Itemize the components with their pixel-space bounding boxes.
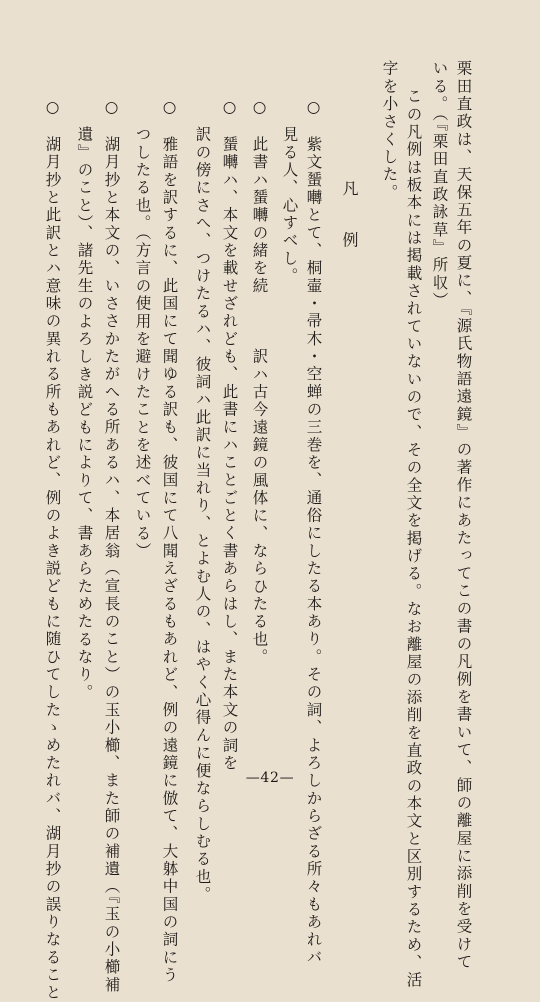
text-column-9: ○ 蜑囀ハ、本文を載せざれども、此書にハことごとく書あらはし、また本文の詞を xyxy=(220,98,239,772)
text-column-3: この凡例は板本には掲載されていないので、その全文を掲げる。なお離屋の添削を直政の本文と区別するため、活 xyxy=(404,88,423,990)
text-column-6: 見る人、心すべし。 xyxy=(280,126,299,286)
text-column-10: 訳の傍にさへ、つけたるハ、彼詞ハ此訳に当れり、とよむ人の、はやく心得んに便ならしむる也。 xyxy=(193,126,212,904)
text-column-2: いる。（『栗田直政詠草』所収） xyxy=(430,60,449,310)
text-column-14: 遺』のこと）、諸先生のよろしき説どもによりて、書あらためたるなり。 xyxy=(75,126,94,702)
text-column-1: 栗田直政は、天保五年の夏に、『源氏物語遠鏡』の著作にあたってこの書の凡例を書いて、師の離屋に添削を受けて xyxy=(454,60,473,972)
text-column-8: 訳ハ古今遠鏡の風体に、ならひたる也。 xyxy=(250,348,269,667)
section-heading: 凡例 xyxy=(340,180,359,283)
text-column-7: ○ 此書ハ蜑囀の緒を続 xyxy=(250,98,269,295)
text-column-12: つしたる也。（方言の使用を避けたことを述べている） xyxy=(133,126,152,560)
page-number: —42— xyxy=(245,770,295,786)
text-column-15: ○ 湖月抄と此訳とハ意味の異れる所もあれど、例のよき説どもに随ひてしたゝめたれバ、湖月抄の誤りなること xyxy=(43,98,62,1002)
text-column-4: 字を小さくした。 xyxy=(380,60,399,202)
text-column-11: ○ 雅語を訳するに、此国にて聞ゆる訳も、彼国にて八聞えざるもあれど、例の遠鏡に倣て、大躰中国の詞にう xyxy=(160,98,179,984)
text-column-13: ○ 湖月抄と本文の、いささかたがへる所あるハ、本居翁（宣長のこと）の玉小櫛、また師の補遺（『玉の小櫛補 xyxy=(102,98,121,994)
text-column-5: ○ 紫文蜑囀とて、桐壷・帚木・空蝉の三巻を、通俗にしたる本あり。その詞、よろしからざる所々もあれバ xyxy=(304,98,323,967)
